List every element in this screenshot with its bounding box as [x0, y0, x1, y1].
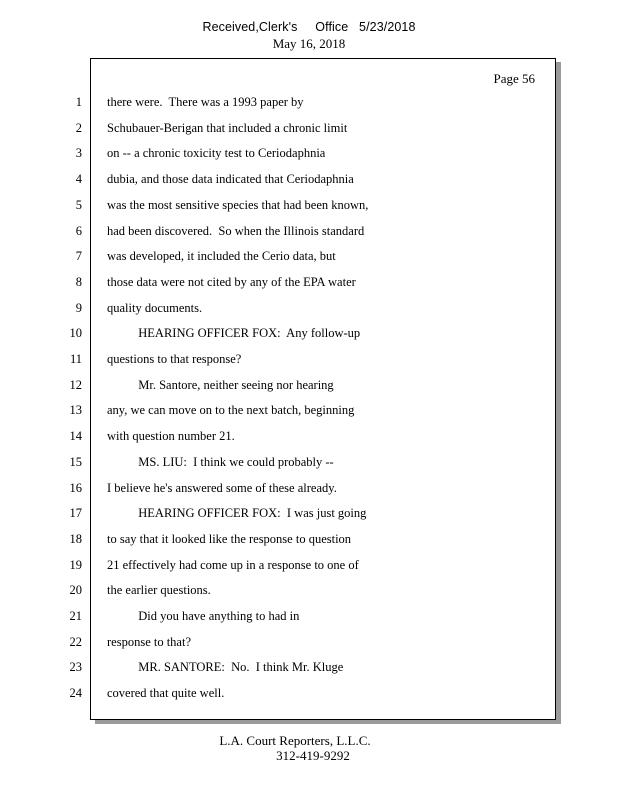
line-text: those data were not cited by any of the EPA water: [107, 275, 356, 289]
line-number: 15: [69, 455, 82, 469]
line-text: was the most sensitive species that had been known,: [107, 198, 369, 212]
line-number: 1: [75, 95, 82, 109]
page-number: Page 56: [493, 71, 535, 86]
line-text: covered that quite well.: [107, 686, 225, 700]
line-number: 2: [75, 121, 82, 135]
line-number: 21: [69, 609, 82, 623]
line-text: there were. There was a 1993 paper by: [107, 95, 304, 109]
line-number: 5: [75, 198, 82, 212]
line-text: Mr. Santore, neither seeing nor hearing: [107, 378, 334, 392]
line-number: 22: [69, 635, 82, 649]
line-text: had been discovered. So when the Illinois standard: [107, 224, 365, 238]
line-text: quality documents.: [107, 301, 203, 315]
line-number: 8: [75, 275, 82, 289]
line-number: 24: [69, 686, 82, 700]
footer-phone: 312-419-9292: [276, 748, 350, 763]
line-text: dubia, and those data indicated that Ceriodaphnia: [107, 172, 354, 186]
line-number: 9: [75, 301, 82, 315]
footer-company: L.A. Court Reporters, L.L.C.: [219, 733, 371, 748]
line-number: 18: [69, 532, 82, 546]
line-number: 7: [75, 249, 82, 263]
line-text: questions to that response?: [107, 352, 242, 366]
hearing-date: May 16, 2018: [272, 36, 346, 51]
line-number: 19: [69, 558, 82, 572]
line-number: 14: [69, 429, 82, 443]
line-text: response to that?: [107, 635, 192, 649]
line-text: Did you have anything to had in: [107, 609, 300, 623]
line-text: to say that it looked like the response to question: [107, 532, 352, 546]
line-text: HEARING OFFICER FOX: I was just going: [107, 506, 367, 520]
received-stamp: Received,Clerk's Office 5/23/2018: [202, 20, 416, 34]
line-number: 6: [75, 224, 82, 238]
line-number: 23: [69, 660, 82, 674]
line-text: HEARING OFFICER FOX: Any follow-up: [107, 326, 361, 340]
line-number: 4: [75, 172, 82, 186]
line-text: 21 effectively had come up in a response to one of: [107, 558, 359, 572]
line-text: MS. LIU: I think we could probably --: [107, 455, 334, 469]
line-text: MR. SANTORE: No. I think Mr. Kluge: [107, 660, 344, 674]
line-text: any, we can move on to the next batch, beginning: [107, 403, 355, 417]
line-text: I believe he's answered some of these already.: [107, 481, 337, 495]
line-number: 17: [69, 506, 82, 520]
line-text: the earlier questions.: [107, 583, 211, 597]
line-number: 10: [69, 326, 82, 340]
line-text: on -- a chronic toxicity test to Ceriodaphnia: [107, 146, 326, 160]
line-text: with question number 21.: [107, 429, 235, 443]
line-text: Schubauer-Berigan that included a chronic limit: [107, 121, 348, 135]
line-number: 12: [69, 378, 82, 392]
line-number: 20: [69, 583, 82, 597]
line-number: 11: [69, 352, 82, 366]
line-number: 3: [75, 146, 82, 160]
line-number: 13: [69, 403, 82, 417]
line-number: 16: [69, 481, 82, 495]
line-text: was developed, it included the Cerio data, but: [107, 249, 336, 263]
